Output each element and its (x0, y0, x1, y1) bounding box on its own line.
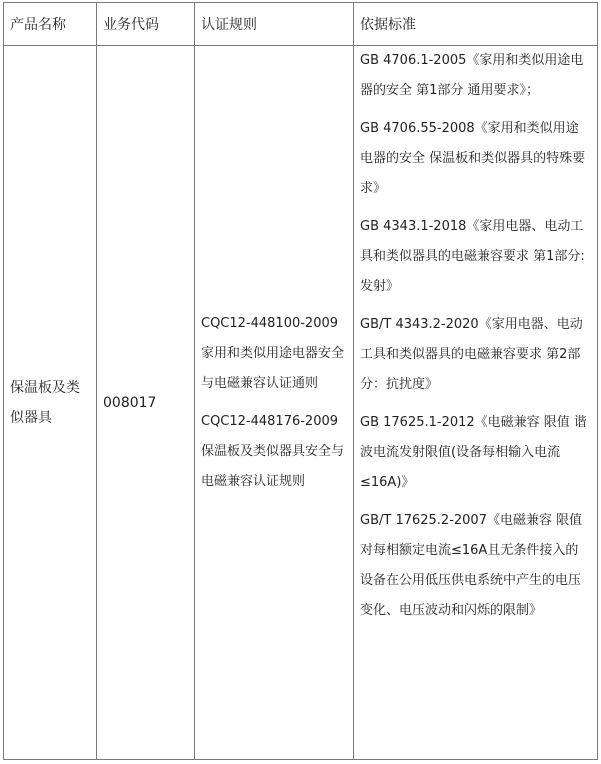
standard-item: GB/T 4343.2-2020《家用电器、电动工具和类似器具的电磁兼容要求 第2部分：抗扰度》 (360, 317, 583, 392)
basis-standards-cell (354, 46, 598, 760)
standard-item: GB 4706.1-2005《家用和类似用途电器的安全 第1部分 通用要求》； (360, 53, 584, 98)
header-basis-standards: 依据标准 (354, 3, 598, 46)
business-code-cell: 008017 (97, 46, 195, 760)
header-certification-rules: 认证规则 (195, 3, 354, 46)
standard-item: GB 17625.1-2012《电磁兼容 限值 谐波电流发射限值(设备每相输入电流≤16A)》 (360, 415, 587, 490)
header-business-code: 业务代码 (97, 3, 195, 46)
rule-item: CQC12-448100-2009 家用和类似用途电器安全与电磁兼容认证通则 (201, 315, 345, 391)
header-row (4, 3, 598, 46)
rule-item: CQC12-448176-2009 保温板及类似器具安全与电磁兼容认证规则 (201, 413, 345, 489)
certification-rules-cell (195, 46, 354, 760)
standard-item: GB 4706.55-2008《家用和类似用途电器的安全 保温板和类似器具的特殊要求》 (360, 121, 586, 196)
standard-item: GB 4343.1-2018《家用电器、电动工具和类似器具的电磁兼容要求 第1部分:发射》 (360, 219, 585, 294)
product-name-cell: 保温板及类似器具 (4, 46, 97, 760)
header-product-name: 产品名称 (4, 3, 97, 46)
certification-table (3, 2, 598, 760)
standard-item: GB/T 17625.2-2007《电磁兼容 限值 对每相额定电流≤16A且无条件接入的设备在公用低压供电系统中产生的电压变化、电压波动和闪烁的限制》 (360, 513, 583, 618)
table-row (4, 46, 598, 760)
